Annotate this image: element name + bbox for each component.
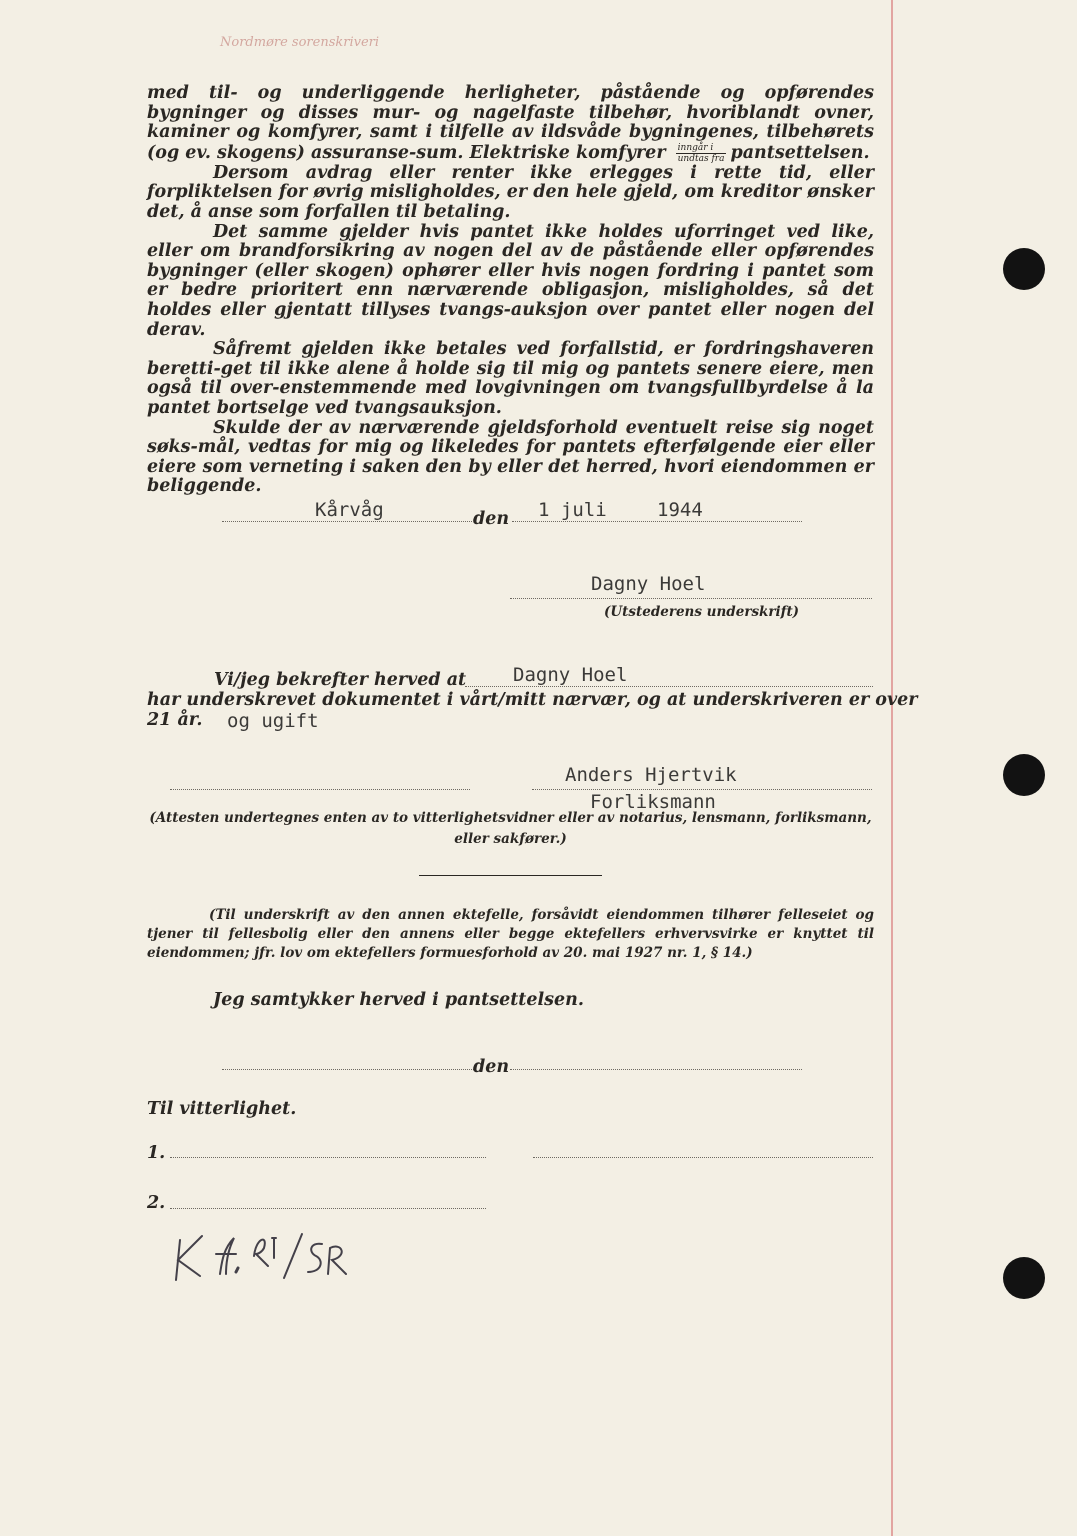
issuer-signature: Dagny Hoel xyxy=(591,573,706,595)
paragraph-5: Skulde der av nærværende gjeldsforhold eventuelt reise sig noget søks-mål, vedtas for mig og likeledes for pantets efterfølgende eier eller eiere som verneting i saken den by eller det herred, hvori eiendommen er beliggende. xyxy=(147,417,874,497)
age-label: 21 år. xyxy=(147,710,203,730)
red-margin-line xyxy=(891,0,893,1536)
witness-1-line-left xyxy=(170,1157,486,1158)
paragraph-1: med til- og underliggende herligheter, påstående og opførendes bygninger og disses mur- og nagelfaste tilbehør, hvoriblandt ovner, kaminer og komfyrer, samt i tilfelle av ildsvåde bygningenes, tilbehørets (og ev. skogens) assuranse-sum. Elektriske komfyrer $\frac{\text{inngår i}}{\text{undtas fra}}$ pantsettelsen. xyxy=(147,83,874,164)
spouse-consent: Jeg samtykker herved i pantsettelsen. xyxy=(213,990,584,1010)
vitterlighet-label: Til vitterlighet. xyxy=(147,1099,297,1119)
paragraph-2: Dersom avdrag eller renter ikke erlegges i rette tid, eller forpliktelsen for øvrig misligholdes, er den hele gjeld, om kreditor ønsker det, å anse som forfallen til betaling. xyxy=(147,162,874,222)
spouse-den-label: den xyxy=(473,1057,510,1077)
witness-1-line-right xyxy=(533,1157,873,1158)
place: Kårvåg xyxy=(315,499,384,521)
separator-line xyxy=(419,875,602,876)
body-text xyxy=(147,84,874,497)
place-dotted-line xyxy=(222,521,472,522)
handwritten-notation xyxy=(172,1228,352,1288)
date-dotted-line xyxy=(512,521,802,522)
marital-status: og ugift xyxy=(227,710,319,732)
spouse-note: (Til underskrift av den annen ektefelle, forsåvidt eiendommen tilhører felleseiet og tjener til fellesbolig eller den annens eller begge ektefellers erhvervsvirke er knyttet til eiendommen; jfr. lov om ektefellers formuesforhold av 20. mai 1927 nr. 1, § 14.) xyxy=(147,907,874,961)
binder-hole xyxy=(1003,248,1045,290)
witness-title: Forliksmann xyxy=(590,791,716,813)
spouse-date-line xyxy=(510,1069,802,1070)
witness-line-2: har underskrevet dokumentet i vårt/mitt nærvær, og at underskriveren er over xyxy=(147,690,918,710)
den-label: den xyxy=(473,509,510,529)
issuer-signature-line xyxy=(510,598,872,599)
binder-hole xyxy=(1003,1257,1045,1299)
fraction-options: $\frac{\text{inngår i}}{\text{undtas fra}}$ xyxy=(677,142,725,164)
paragraph-3: Det samme gjelder hvis pantet ikke holdes uforringet ved like, eller om brandforsikring av nogen del av de påstående eller opførendes bygninger (eller skogen) ophører eller hvis nogen fordring i pantet som er bedre prioritert enn nærværende obligasjon, misligholdes, så det holdes eller gjentatt tillyses tvangs-auksjon over pantet eller nogen del derav. xyxy=(147,221,874,340)
witness-label: Vi/jeg bekrefter herved at xyxy=(214,670,467,690)
witness-signer-name: Dagny Hoel xyxy=(513,664,628,686)
witness-number-2: 2. xyxy=(147,1193,166,1213)
witness-number-1: 1. xyxy=(147,1143,166,1163)
issuer-caption: (Utstederens underskrift) xyxy=(604,604,800,620)
witness-signature: Anders Hjertvik xyxy=(565,764,737,786)
witness-name-line xyxy=(465,686,873,687)
attest-instruction: (Attesten undertegnes enten av to vitterlighetsvidner eller av notarius, lensmann, forliksmann, eller sakfører.) xyxy=(149,810,872,847)
day-month: 1 juli xyxy=(538,499,607,521)
binder-hole xyxy=(1003,754,1045,796)
witness-2-line-left xyxy=(170,1208,486,1209)
year: 1944 xyxy=(657,499,703,521)
header-stamp: Nordmøre sorenskriveri xyxy=(220,35,380,50)
spouse-place-line xyxy=(222,1069,474,1070)
witness-dotted-line-left xyxy=(170,789,470,790)
paragraph-4: Såfremt gjelden ikke betales ved forfallstid, er fordringshaveren beretti-get til ikke alene å holde sig til mig og pantets senere eiere, men også til over-enstemmende med lovgivningen om tvangsfullbyrdelse å la pantet bortselge ved tvangsauksjon. xyxy=(147,339,874,418)
witness-dotted-line-right xyxy=(532,789,872,790)
